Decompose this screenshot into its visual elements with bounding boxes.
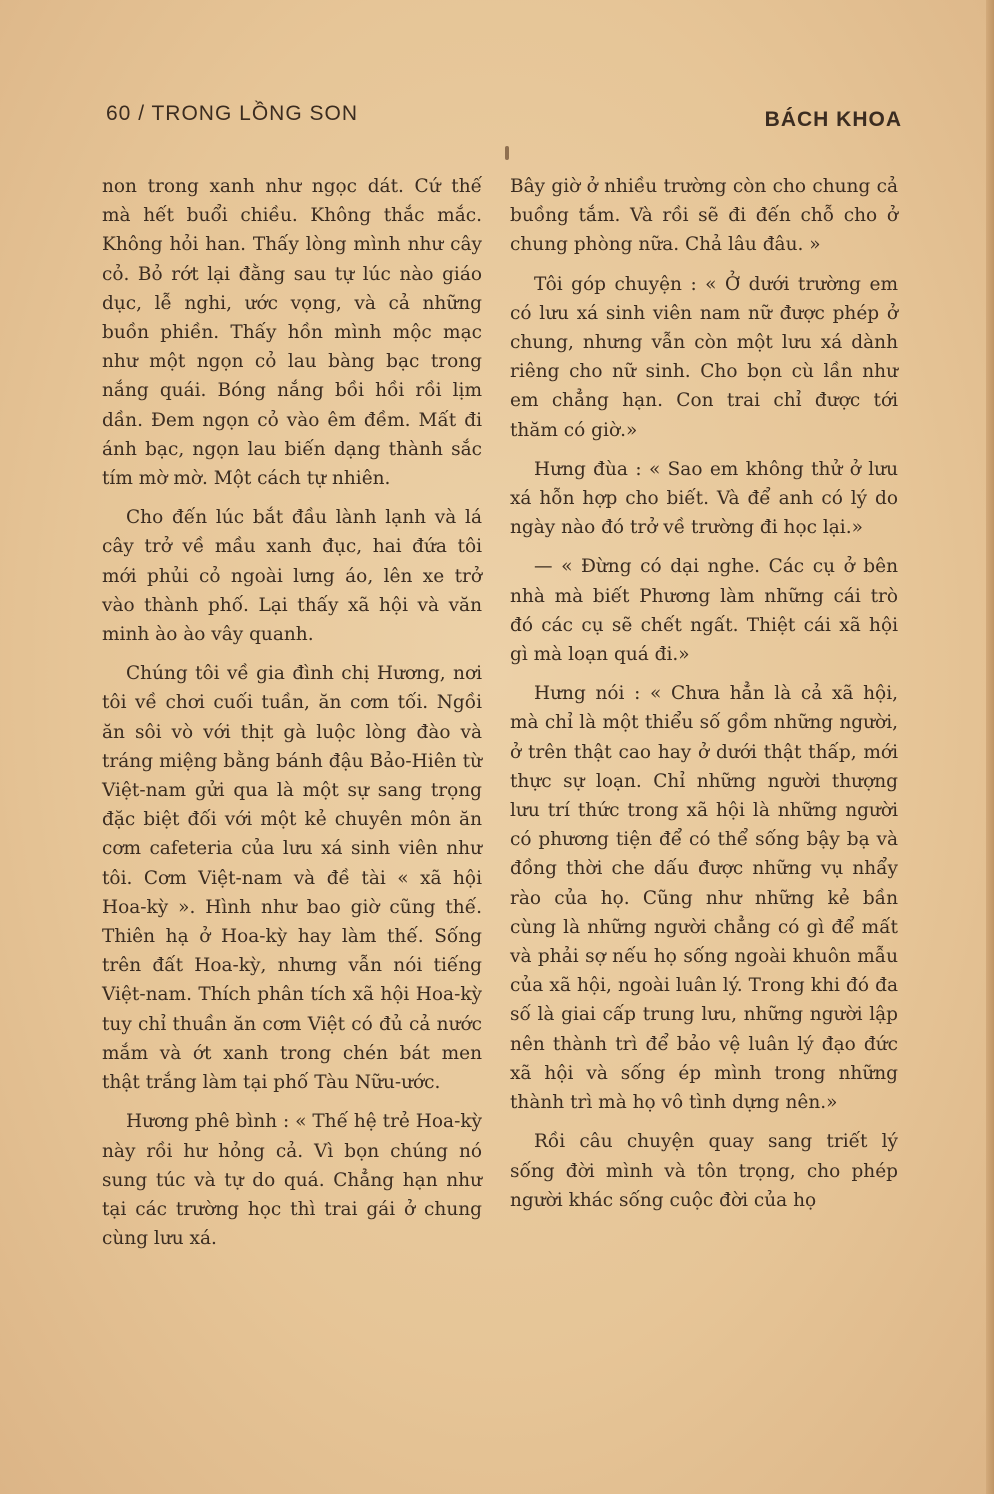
- page-number-and-section-title: 60 / TRONG LỒNG SON: [106, 102, 358, 125]
- paragraph: Bây giờ ở nhiều trường còn cho chung cả buồng tắm. Và rồi sẽ đi đến chỗ cho ở chung phòng nữa. Chả lâu đâu. »: [510, 176, 898, 256]
- left-text-column: [102, 172, 482, 1263]
- center-ink-mark: [505, 146, 509, 160]
- running-header: [106, 96, 902, 136]
- paragraph: Hưng đùa : « Sao em không thử ở lưu xá hỗn hợp cho biết. Và để anh có lý do ngày nào đó trở về trường đi học lại.»: [510, 458, 898, 539]
- paragraph: Cho đến lúc bắt đầu lành lạnh và lá cây trở về mầu xanh đục, hai đứa tôi mới phủi cỏ ngoài lưng áo, lên xe trở vào thành phố. Lại thấy xã hội và văn minh ào ào vây quanh.: [102, 507, 482, 646]
- paragraph: Chúng tôi về gia đình chị Hương, nơi tôi về chơi cuối tuần, ăn cơm tối. Ngồi ăn sôi vò với thịt gà luộc lòng đào và tráng miệng bằng bánh đậu Bảo-Hiên từ Việt-nam gửi qua là một sự sang trọng đặc biệt đối với một kẻ chuyên môn ăn cơm cafeteria của lưu xá sinh viên như tôi. Cơm Việt-nam và đề tài « xã hội Hoa-kỳ ». Hình như bao giờ cũng thế. Thiên hạ ở Hoa-kỳ hay làm thế. Sống trên đất Hoa-kỳ, nhưng vẫn nói tiếng Việt-nam. Thích phân tích xã hội Hoa-kỳ tuy chỉ thuần ăn cơm Việt có đủ cả nước mắm và ớt xanh trong chén bát men thật trắng làm tại phố Tàu Nữu-ước.: [102, 663, 482, 1094]
- right-text-column: [510, 172, 898, 1225]
- page-edge-shadow: [986, 0, 994, 1494]
- paragraph: Tôi góp chuyện : « Ở dưới trường em có lưu xá sinh viên nam nữ được phép ở chung, nhưng vẫn còn một lưu xá dành riêng cho nữ sinh. Cho bọn cù lần như em chẳng hạn. Con trai chỉ được tới thăm có giờ.»: [510, 273, 898, 441]
- magazine-title: BÁCH KHOA: [764, 108, 902, 131]
- paragraph: Hương phê bình : « Thế hệ trẻ Hoa-kỳ này rồi hư hỏng cả. Vì bọn chúng nó sung túc và tự do quá. Chẳng hạn như tại các trường học thì trai gái ở chung cùng lưu xá.: [102, 1111, 482, 1250]
- paragraph: non trong xanh như ngọc dát. Cứ thế mà hết buổi chiều. Không thắc mắc. Không hỏi han. Thấy lòng mình như cây cỏ. Bỏ rớt lại đằng sau tự lúc nào giáo dục, lễ nghi, ước vọng, và cả những buồn phiền. Thấy hồn mình mộc mạc như một ngọn cỏ lau bàng bạc trong nắng quái. Bóng nắng bồi hồi rồi lịm dần. Đem ngọn cỏ vào êm đềm. Mất đi ánh bạc, ngọn lau biến dạng thành sắc tím mờ mờ. Một cách tự nhiên.: [102, 176, 482, 490]
- paragraph: Hưng nói : « Chưa hẳn là cả xã hội, mà chỉ là một thiểu số gồm những người, ở trên thật cao hay ở dưới thật thấp, mới thực sự loạn. Chỉ những người thượng lưu trí thức trong xã hội là những người có phương tiện để có thể sống bậy bạ và đồng thời che dấu được những vụ nhẩy rào của họ. Cũng như những kẻ bần cùng là những người chẳng có gì để mất và phải sợ nếu họ sống ngoài khuôn mẫu của xã hội, ngoài luân lý. Trong khi đó đa số là giai cấp trung lưu, những người lập nên thành trì để bảo vệ luân lý đạo đức xã hội và sống ép mình trong những thành trì mà họ vô tình dựng nên.»: [510, 683, 898, 1114]
- paragraph: — « Đừng có dại nghe. Các cụ ở bên nhà mà biết Phương làm những cái trò đó các cụ sẽ chết ngất. Thiệt cái xã hội gì mà loạn quá đi.»: [510, 556, 898, 666]
- paragraph: Rồi câu chuyện quay sang triết lý sống đời mình và tôn trọng, cho phép người khác sống cuộc đời của họ: [510, 1131, 898, 1211]
